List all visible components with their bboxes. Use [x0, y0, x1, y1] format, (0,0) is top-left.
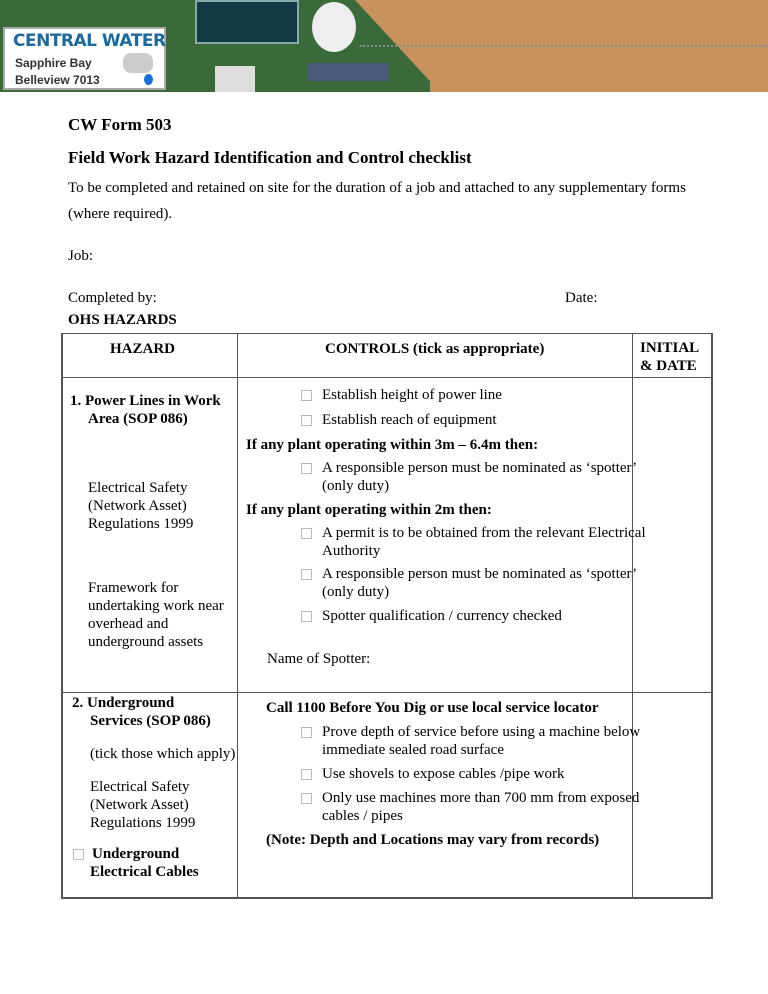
tick-instruction: (tick those which apply) [90, 746, 236, 762]
table-border [711, 333, 713, 899]
control-label: Spotter qualification / currency checked [322, 608, 562, 624]
checkbox-icon[interactable] [301, 415, 312, 426]
control-checkbox[interactable] [301, 525, 646, 542]
control-label: (only duty) [322, 478, 390, 494]
table-border [237, 333, 238, 899]
form-number: CW Form 503 [68, 115, 172, 134]
checkbox-icon[interactable] [301, 569, 312, 580]
control-label: Authority [322, 543, 381, 559]
rail-line [360, 45, 768, 47]
building [215, 66, 255, 92]
control-checkbox[interactable] [301, 387, 502, 404]
regulation: Regulations 1999 [90, 815, 196, 831]
regulation: Electrical Safety [90, 779, 190, 795]
control-label: cables / pipes [322, 808, 403, 824]
control-label: Establish height of power line [322, 387, 502, 403]
control-checkbox[interactable] [301, 566, 637, 583]
framework: undertaking work near [88, 598, 224, 614]
table-border [61, 897, 713, 899]
hazard-title: 1. Power Lines in Work [70, 393, 221, 409]
checkbox-icon[interactable] [301, 611, 312, 622]
checkbox-icon[interactable] [301, 769, 312, 780]
control-label: immediate sealed road surface [322, 742, 504, 758]
control-label: (only duty) [322, 584, 390, 600]
option-checkbox[interactable] [73, 846, 179, 863]
control-checkbox[interactable] [301, 790, 639, 807]
table-border [61, 333, 63, 899]
checkbox-icon[interactable] [301, 390, 312, 401]
checkbox-icon[interactable] [301, 727, 312, 738]
control-label: A permit is to be obtained from the relevant Electrical [322, 525, 646, 541]
condition-heading: If any plant operating within 3m – 6.4m then: [246, 437, 539, 453]
table-border [632, 333, 633, 899]
regulation: Regulations 1999 [88, 516, 194, 532]
control-checkbox[interactable] [301, 766, 564, 783]
job-label[interactable]: Job: [68, 248, 94, 264]
central-water-logo [3, 27, 166, 90]
logo-line2: Belleview 7013 [15, 73, 100, 87]
form-title: Field Work Hazard Identification and Control checklist [68, 148, 472, 167]
water-drop-icon [144, 74, 153, 85]
tap-icon [123, 53, 153, 73]
building [308, 63, 388, 81]
header-initial: INITIAL [640, 340, 700, 356]
checkbox-icon[interactable] [73, 849, 84, 860]
table-border [61, 333, 713, 334]
intro-line2: (where required). [68, 206, 173, 222]
condition-heading: Call 1100 Before You Dig or use local service locator [266, 700, 599, 716]
hazard-title-2: Area (SOP 086) [88, 411, 188, 427]
control-checkbox[interactable] [301, 608, 562, 625]
checkbox-icon[interactable] [301, 463, 312, 474]
regulation: (Network Asset) [90, 797, 189, 813]
regulation: (Network Asset) [88, 498, 187, 514]
completed-by-label[interactable]: Completed by: [68, 290, 157, 306]
table-border [61, 692, 713, 693]
control-label: A responsible person must be nominated as ‘spotter’ [322, 566, 638, 582]
control-label: Use shovels to expose cables /pipe work [322, 766, 565, 782]
control-label: A responsible person must be nominated as ‘spotter’ [322, 460, 638, 476]
control-checkbox[interactable] [301, 460, 637, 477]
spotter-name-field[interactable]: Name of Spotter: [267, 651, 371, 667]
control-label: Prove depth of service before using a machine below [322, 724, 641, 740]
option-label: Underground [92, 846, 180, 862]
control-label: Only use machines more than 700 mm from exposed [322, 790, 640, 806]
option-label: Electrical Cables [90, 864, 199, 880]
control-checkbox[interactable] [301, 724, 640, 741]
framework: underground assets [88, 634, 204, 650]
control-label: Establish reach of equipment [322, 412, 497, 428]
intro-line1: To be completed and retained on site for the duration of a job and attached to any supplementary forms [68, 180, 686, 196]
logo-brand: CENTRAL WATER [13, 31, 166, 51]
date-label[interactable]: Date: [565, 290, 598, 306]
section-heading: OHS HAZARDS [68, 312, 177, 328]
checkbox-icon[interactable] [301, 793, 312, 804]
checkbox-icon[interactable] [301, 528, 312, 539]
table-border [61, 377, 713, 378]
header-controls: CONTROLS (tick as appropriate) [325, 341, 545, 357]
note: (Note: Depth and Locations may vary from records) [266, 832, 600, 848]
storage-tank [312, 2, 356, 52]
framework: Framework for [88, 580, 179, 596]
condition-heading: If any plant operating within 2m then: [246, 502, 492, 518]
control-checkbox[interactable] [301, 412, 497, 429]
hazard-title-2: Services (SOP 086) [90, 713, 211, 729]
regulation: Electrical Safety [88, 480, 188, 496]
logo-line1: Sapphire Bay [15, 56, 92, 70]
header-hazard: HAZARD [110, 341, 176, 357]
hazard-title: 2. Underground [72, 695, 175, 711]
water-pool [195, 0, 299, 44]
header-date: & DATE [640, 358, 697, 374]
framework: overhead and [88, 616, 169, 632]
